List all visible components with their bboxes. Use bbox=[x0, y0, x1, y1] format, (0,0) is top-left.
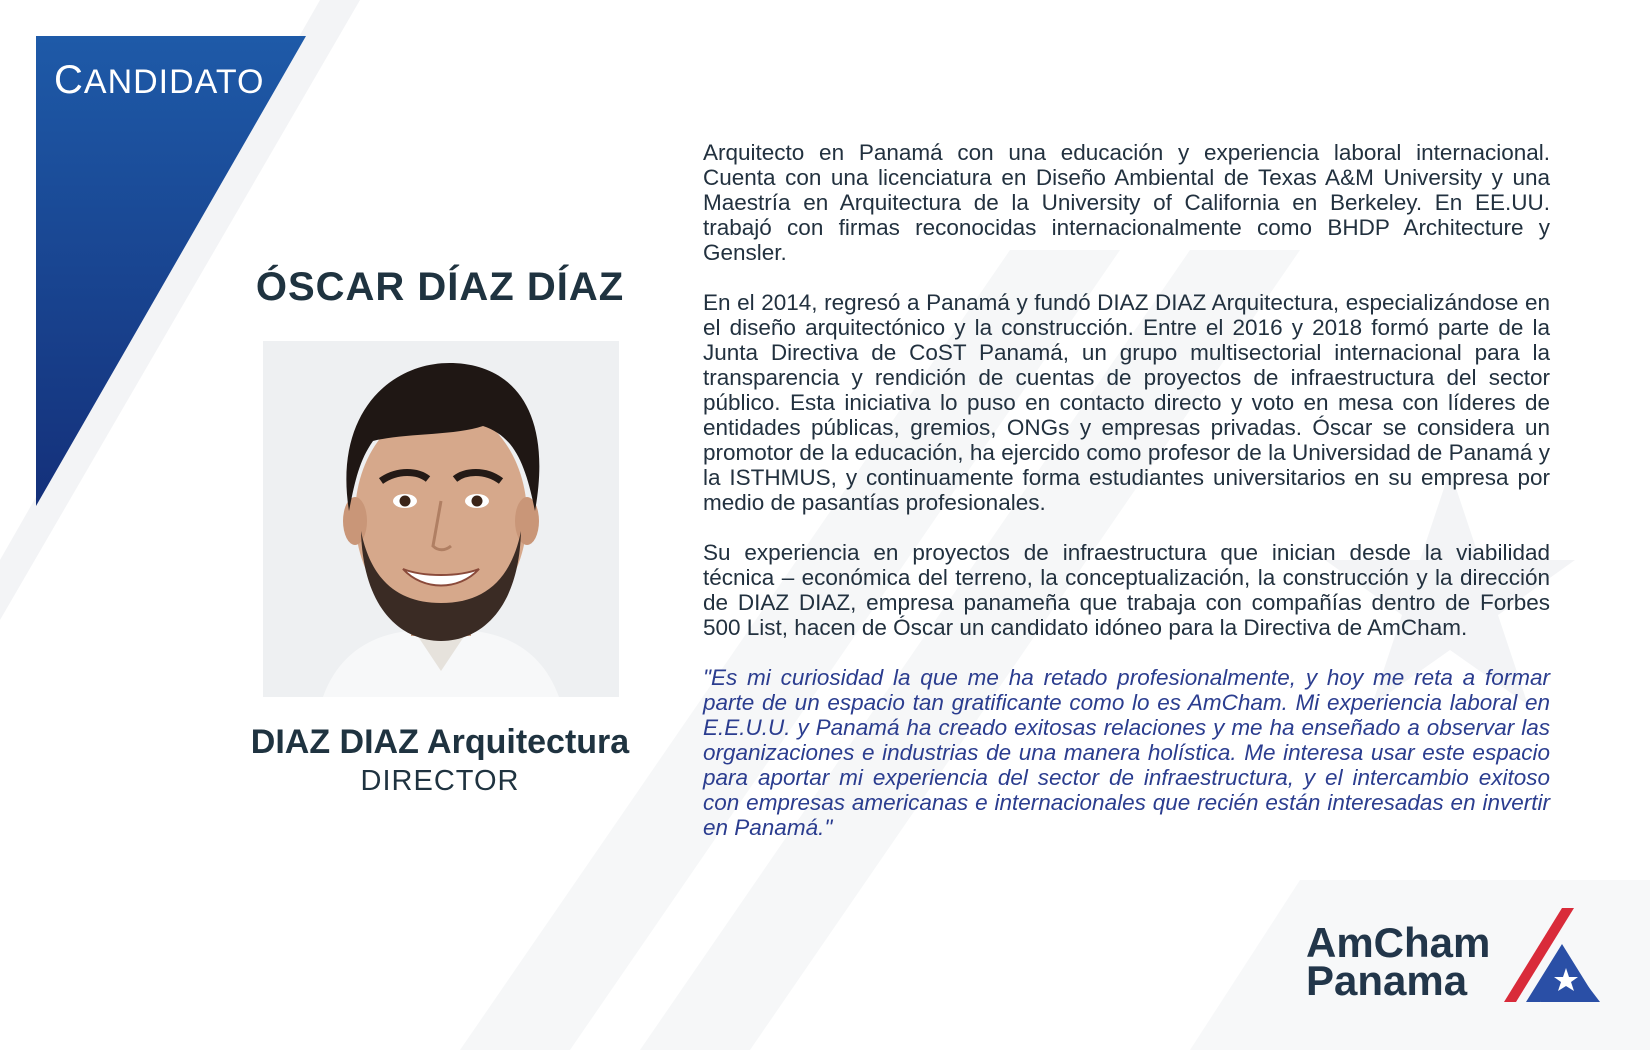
bio-paragraph: En el 2014, regresó a Panamá y fundó DIAZ DIAZ Arquitectura, especializándose en el diseño arquitectónico y la construcción. Entre el 2016 y 2018 formó parte de la Junta Directiva de CoST Panamá, un grupo multisectorial internacional para la transparencia y rendición de cuentas de proyectos de infraestructura del sector público. Esta iniciativa lo puso en contacto directo y voto en mesa con líderes de entidades públicas, gremios, ONGs y empresas privadas. Óscar se considera un promotor de la educación, ha ejercido como profesor de la Universidad de Panamá y la ISTHMUS, y continuamente forma estudiantes universitarios en su empresa por medio de pasantías profesionales. bbox=[703, 290, 1550, 515]
amcham-mark-icon bbox=[1500, 902, 1610, 1002]
candidate-label: CANDIDATO bbox=[54, 58, 265, 102]
logo-wordmark bbox=[1306, 919, 1491, 1004]
bio-paragraph: Su experiencia en proyectos de infraestructura que inician desde la viabilidad técnica – económica del terreno, la conceptualización, la construcción y la dirección de DIAZ DIAZ, empresa panameña que trabaja con compañías dentro de Forbes 500 List, hacen de Óscar un candidato idóneo para la Directiva de AmCham. bbox=[703, 540, 1550, 640]
bio-section bbox=[703, 140, 1550, 865]
candidate-quote: "Es mi curiosidad la que me ha retado profesionalmente, y hoy me reta a formar parte de un espacio tan gratificante como lo es AmCham. Mi experiencia laboral en E.E.U.U. y Panamá ha creado exitosas relaciones y me ha enseñado a observar las organizaciones e industrias de una manera holística. Me interesa usar este espacio para aportar mi experiencia del sector de infraestructura, y el intercambio exitoso con empresas americanas e internacionales que recién están interesadas en invertir en Panamá." bbox=[703, 665, 1550, 840]
logo-line-2: Panama bbox=[1306, 957, 1468, 1004]
logo-line-1: AmCham bbox=[1306, 919, 1491, 966]
bio-paragraph: Arquitecto en Panamá con una educación y experiencia laboral internacional. Cuenta con una licenciatura en Diseño Ambiental de Texas A&M University y una Maestría en Arquitectura de la University of California en Berkeley. En EE.UU. trabajó con firmas reconocidas internacionalmente como BHDP Architecture y Gensler. bbox=[703, 140, 1550, 265]
amcham-logo bbox=[1300, 900, 1620, 1010]
candidate-name: ÓSCAR DÍAZ DÍAZ bbox=[255, 265, 625, 309]
role-title: DIRECTOR bbox=[360, 765, 520, 797]
company-name: DIAZ DIAZ Arquitectura bbox=[250, 723, 630, 761]
candidate-photo bbox=[263, 341, 619, 697]
portrait-illustration bbox=[263, 341, 619, 697]
